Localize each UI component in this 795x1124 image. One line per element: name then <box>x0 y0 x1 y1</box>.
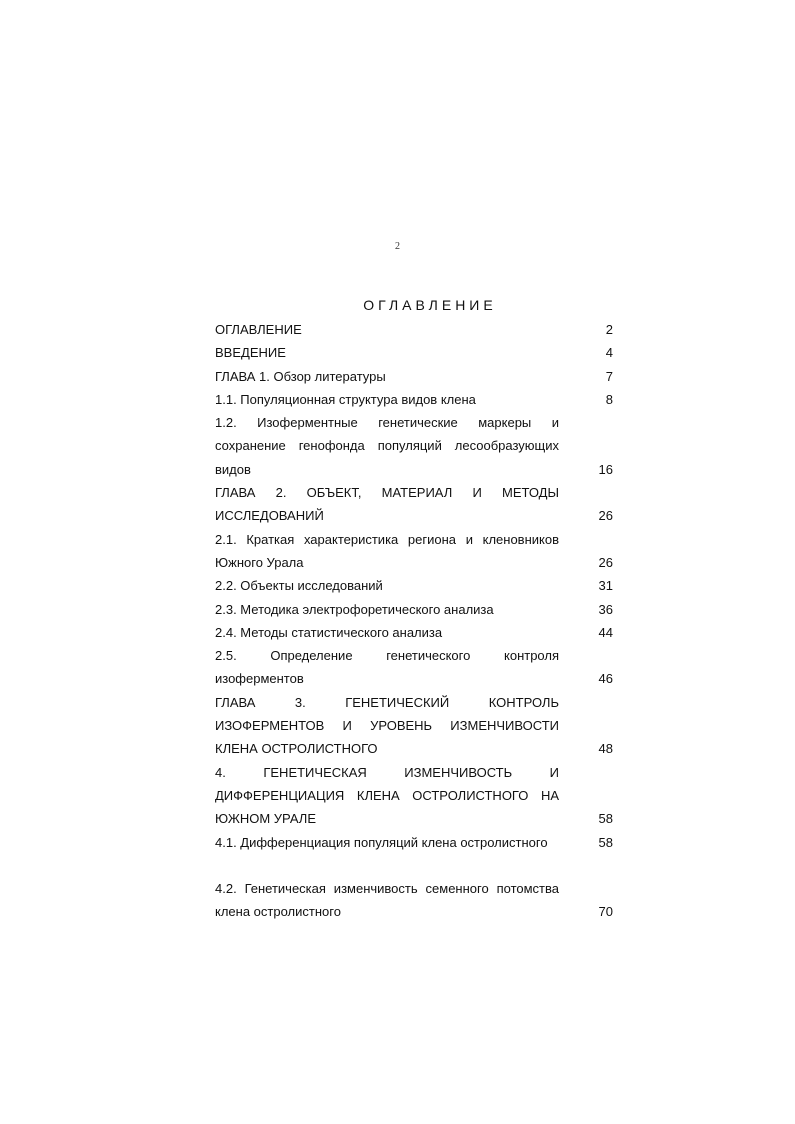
toc-entry-page: 8 <box>605 391 613 407</box>
toc-entry-text: 4. ГЕНЕТИЧЕСКАЯ ИЗМЕНЧИВОСТЬ И ДИФФЕРЕНЦИАЦИЯ КЛЕНА ОСТРОЛИСТНОГО НА ЮЖНОМ УРАЛЕ <box>215 764 559 827</box>
toc-entry-text: ВВЕДЕНИЕ <box>215 345 286 361</box>
toc-entry <box>215 318 613 341</box>
toc-entry-page: 16 <box>598 461 613 477</box>
toc-entry <box>215 341 613 364</box>
toc-entry <box>215 598 613 621</box>
toc-entry <box>215 411 613 481</box>
toc-entry-page: 2 <box>605 322 613 337</box>
toc-entry-text: ОГЛАВЛЕНИЕ <box>215 322 302 337</box>
toc-entry-page: 26 <box>598 508 613 524</box>
toc-entry-text: 2.2. Объекты исследований <box>215 578 383 594</box>
toc-entry <box>215 621 613 644</box>
toc-entry-page: 4 <box>605 345 613 361</box>
page-number: 2 <box>395 241 400 252</box>
toc-entry <box>215 644 613 691</box>
toc-entry-text: 1.1. Популяционная структура видов клена <box>215 391 476 407</box>
toc-entry-page: 26 <box>598 554 613 570</box>
toc-entry-text: ГЛАВА 1. Обзор литературы <box>215 368 386 384</box>
toc-entry <box>215 528 613 575</box>
toc-entry-page: 36 <box>598 601 613 617</box>
toc-entry-text: ГЛАВА 3. ГЕНЕТИЧЕСКИЙ КОНТРОЛЬ ИЗОФЕРМЕНТОВ И УРОВЕНЬ ИЗМЕНЧИВОСТИ КЛЕНА ОСТРОЛИСТНОГО <box>215 694 559 757</box>
toc-entry <box>215 691 613 761</box>
toc-entry-text: 1.2. Изоферментные генетические маркеры и сохранение генофонда популяций лесообразующих видов <box>215 415 559 477</box>
toc-entry-text: ГЛАВА 2. ОБЪЕКТ, МАТЕРИАЛ И МЕТОДЫ ИССЛЕДОВАНИЙ <box>215 485 559 524</box>
toc-entry-page: 70 <box>598 904 613 920</box>
toc-title: ОГЛАВЛЕНИЕ <box>363 297 497 313</box>
toc-entry <box>215 365 613 388</box>
blank-line <box>215 854 613 877</box>
toc-entry <box>215 388 613 411</box>
toc-entry-text: 2.3. Методика электрофоретического анализа <box>215 601 494 617</box>
toc-entry-page: 48 <box>598 741 613 757</box>
toc-entry <box>215 761 613 831</box>
toc-entry-text: 2.5. Определение генетического контроля изоферментов <box>215 648 559 687</box>
toc-entry-page: 46 <box>598 671 613 687</box>
toc-entry-text: 2.4. Методы статистического анализа <box>215 624 443 640</box>
toc-entry-page: 44 <box>598 624 613 640</box>
toc-entry-page: 58 <box>598 811 613 827</box>
toc-entry <box>215 574 613 597</box>
toc-entry <box>215 877 613 924</box>
toc-entry <box>215 481 613 528</box>
toc-entry-text: 2.1. Краткая характеристика региона и кленовников Южного Урала <box>215 531 559 570</box>
toc-entry-page: 58 <box>598 834 613 850</box>
toc-entry-page: 7 <box>605 368 613 384</box>
toc-entry-page: 31 <box>598 578 613 594</box>
toc-entry-text: 4.2. Генетическая изменчивость семенного потомства клена остролистного <box>215 880 559 920</box>
table-of-contents <box>215 318 613 923</box>
toc-entry-text: 4.1. Дифференциация популяций клена остролистного <box>215 834 548 850</box>
toc-entry <box>215 831 613 854</box>
